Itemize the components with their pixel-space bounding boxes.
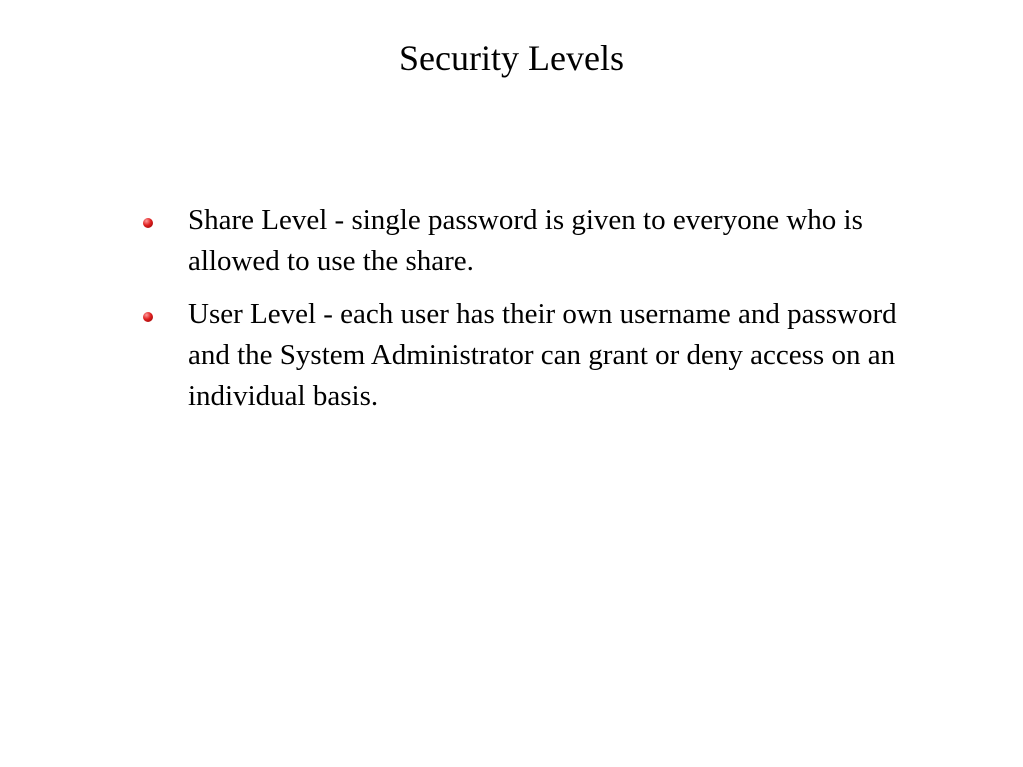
red-sphere-bullet-icon	[143, 218, 153, 228]
bullet-item-share-level	[140, 200, 900, 282]
bullet-list	[140, 200, 900, 429]
red-sphere-bullet-icon	[143, 312, 153, 322]
bullet-item-user-level	[140, 294, 900, 417]
bullet-text: Share Level - single password is given to everyone who is allowed to use the share.	[188, 204, 863, 277]
bullet-text: User Level - each user has their own username and password and the System Administrator can grant or deny access on an individual basis.	[188, 298, 897, 412]
slide-title: Security Levels	[399, 38, 624, 78]
